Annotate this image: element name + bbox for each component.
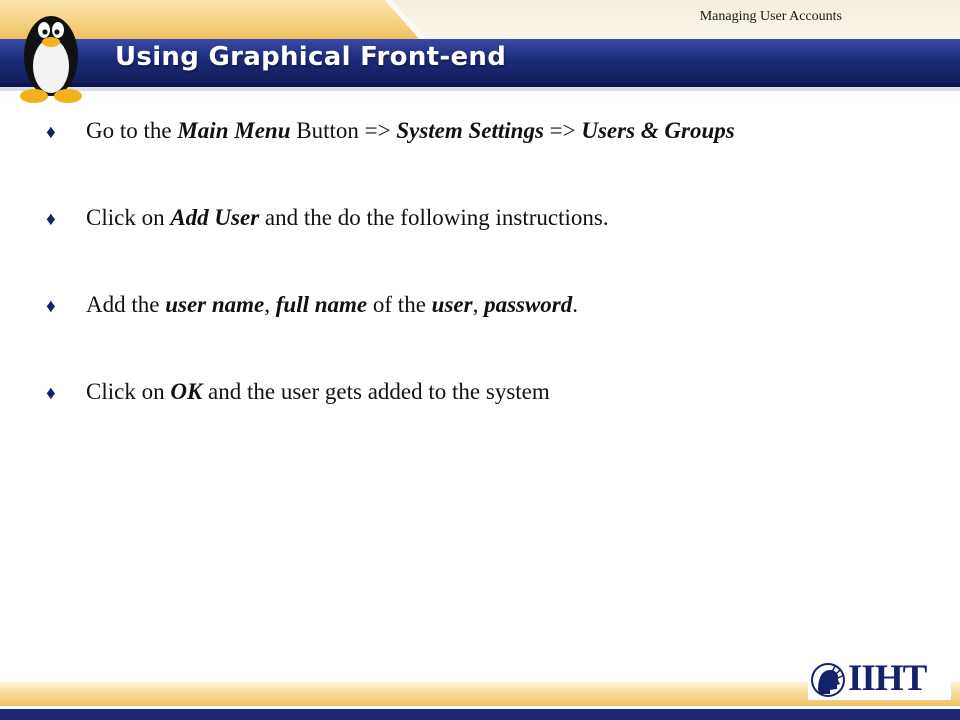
bullet-text: [86, 379, 550, 405]
emphasized-term: OK: [170, 379, 203, 404]
tux-penguin-logo-icon: [14, 4, 88, 104]
bullet-item: [46, 292, 946, 379]
emphasized-term: full name: [275, 292, 368, 317]
emphasized-term: user name: [165, 292, 265, 317]
iiht-logo-text: IIHT: [848, 658, 927, 699]
diamond-bullet-icon: ♦: [46, 296, 56, 317]
bullet-text-segment: of the: [367, 292, 432, 317]
emphasized-term: Main Menu: [177, 118, 291, 143]
bullet-item: [46, 118, 946, 205]
diamond-bullet-icon: ♦: [46, 383, 56, 404]
bullet-list: [46, 118, 946, 466]
bullet-text-segment: Go to the: [86, 118, 178, 143]
bullet-text-segment: Click on: [86, 379, 171, 404]
emphasized-term: System Settings: [396, 118, 544, 143]
bullet-text-segment: =>: [543, 118, 582, 143]
diamond-bullet-icon: ♦: [46, 209, 56, 230]
emphasized-term: password: [484, 292, 573, 317]
emphasized-term: Users & Groups: [581, 118, 735, 143]
bullet-text-segment: and the do the following instructions.: [259, 205, 609, 230]
emphasized-term: Add User: [170, 205, 260, 230]
bullet-text-segment: Click on: [86, 205, 171, 230]
bullet-item: [46, 205, 946, 292]
slide-title: Using Graphical Front-end: [115, 42, 507, 72]
bullet-text-segment: ,: [264, 292, 276, 317]
diamond-bullet-icon: ♦: [46, 122, 56, 143]
running-header: Managing User Accounts: [699, 9, 842, 24]
bullet-text: [86, 292, 578, 318]
bullet-text-segment: Button =>: [290, 118, 397, 143]
bullet-text-segment: Add the: [86, 292, 166, 317]
bullet-text: [86, 205, 609, 231]
bullet-text: [86, 118, 735, 144]
bullet-text-segment: ,: [472, 292, 485, 317]
bullet-text-segment: .: [572, 292, 579, 317]
bullet-text-segment: and the user gets added to the system: [202, 379, 550, 404]
bullet-item: [46, 379, 946, 466]
emphasized-term: user: [431, 292, 473, 317]
